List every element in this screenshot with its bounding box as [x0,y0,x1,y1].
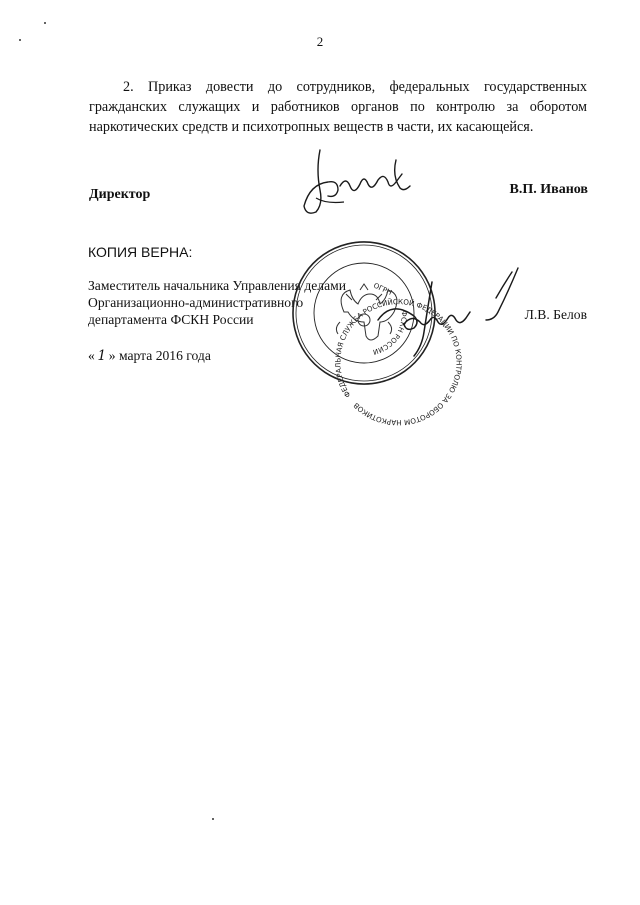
director-name: В.П. Иванов [509,182,588,197]
paragraph-text: 2. Приказ довести до сотрудников, федеральных государственных гражданских служащих и работников органов по контролю за оборотом наркотических средств и психотропных веществ в части, их касающейся. [89,79,587,135]
stamp-inner-text: ФСКН РОССИИ [371,310,409,356]
certifier-name: Л.В. Белов [524,307,587,322]
date-day: 1 [97,348,107,364]
date-rest: » марта 2016 года [108,348,211,363]
copy-certified-label: КОПИЯ ВЕРНА: [88,244,193,260]
certifier-position-line3: департамента ФСКН России [88,312,254,327]
page-number: 2 [316,34,324,49]
stamp-center-text: ОГРН [372,281,393,297]
certifier-position-line2: Организационно-административного [88,295,304,310]
certifier-position-line1: Заместитель начальника Управления делами [88,278,346,293]
stamp-outer-text: ФЕДЕРАЛЬНАЯ СЛУЖБА РОССИЙСКОЙ ФЕДЕРАЦИИ ПО КОНТРОЛЮ ЗА ОБОРОТОМ НАРКОТИКОВ [333,297,464,428]
director-title: Директор [89,187,151,202]
date-open-quote: « [88,348,95,363]
